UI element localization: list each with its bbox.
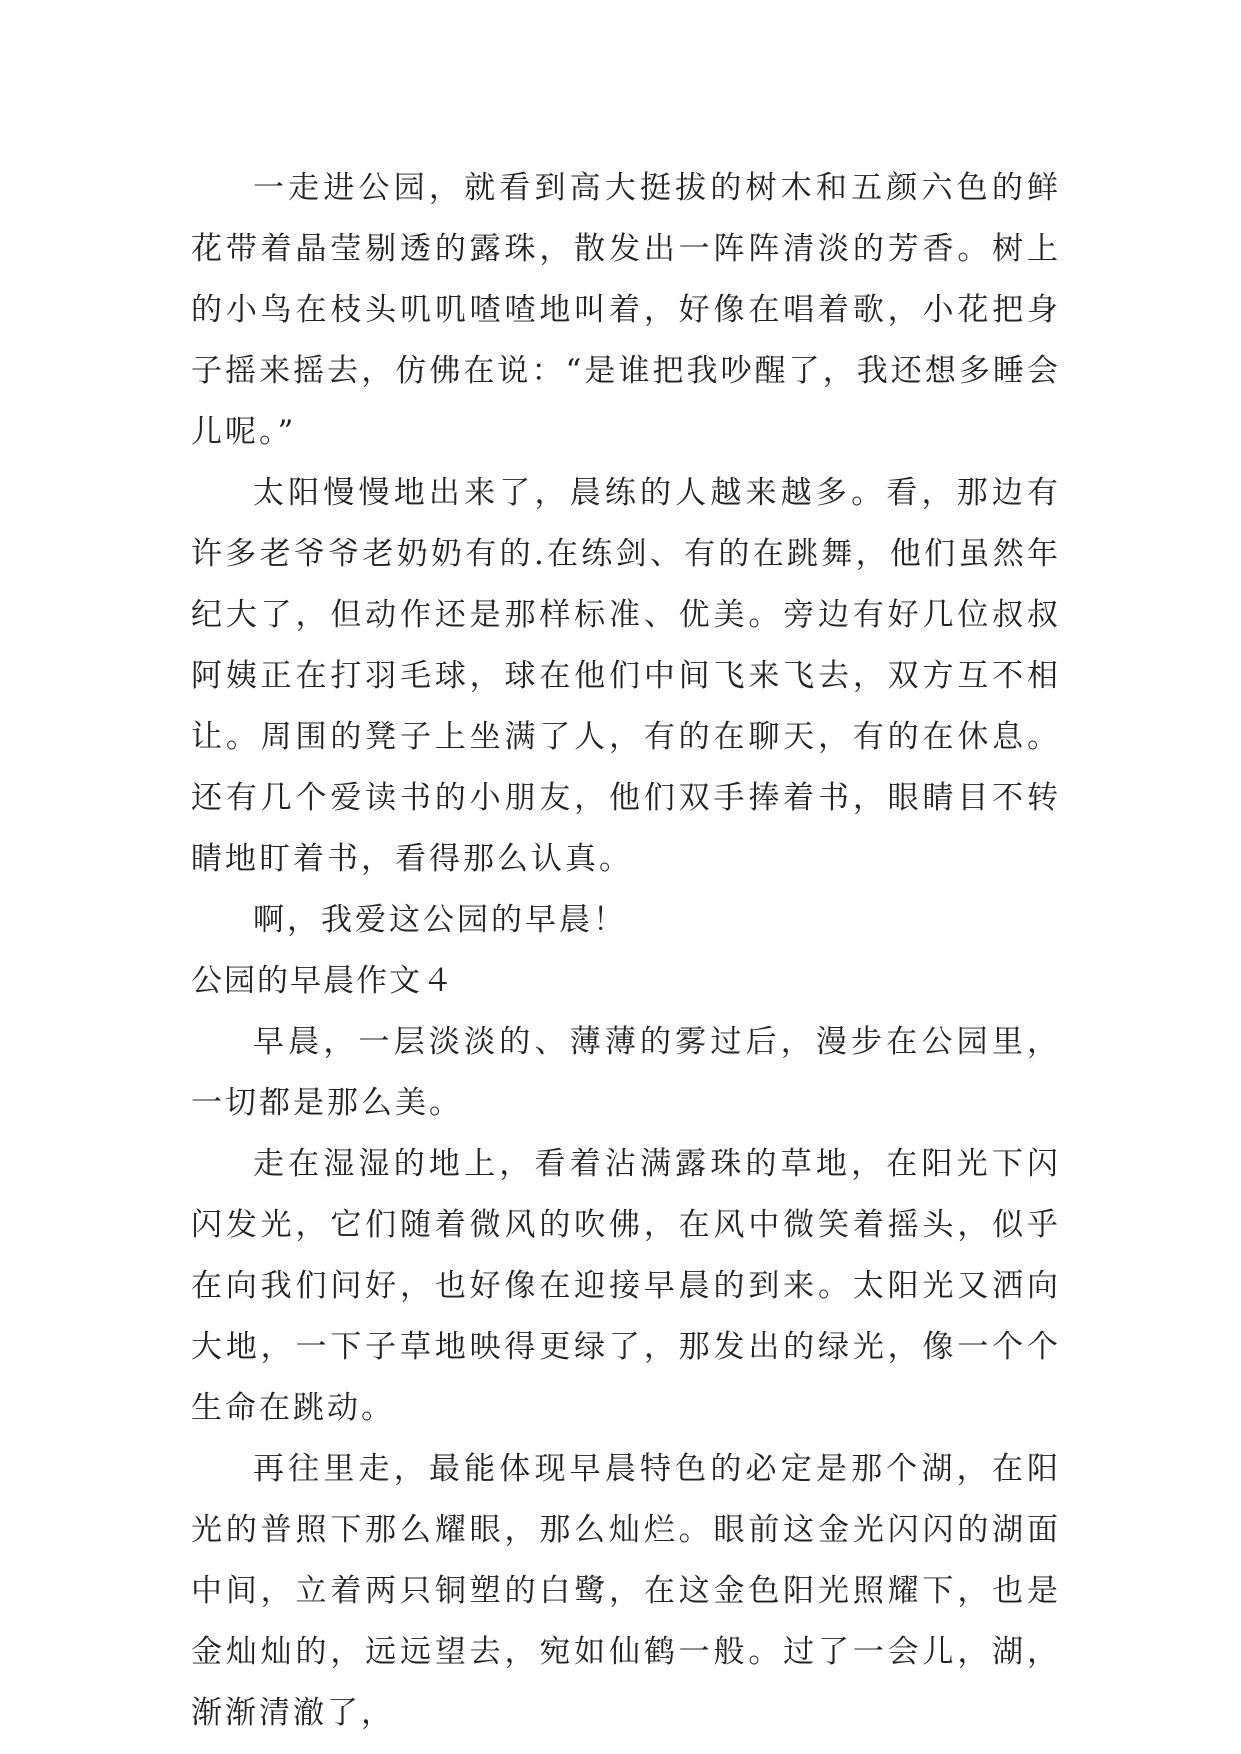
paragraph-3: 啊，我爱这公园的早晨！ [253, 902, 627, 938]
section-heading: 公园的早晨作文４ [191, 963, 455, 999]
paragraph-5: 走在湿湿的地上，看着沾满露珠的草地，在阳光下闪闪发光，它们随着微风的吹佛，在风中微笑着摇头，似乎在向我们问好，也好像在迎接早晨的到来。太阳光又洒向大地，一下子草地映得更绿了，那发出的绿光，像一个个生命在跳动。 [191, 1146, 1061, 1426]
paragraph-4: 早晨，一层淡淡的、薄薄的雾过后，漫步在公园里，一切都是那么美。 [191, 1024, 1061, 1121]
paragraph-2: 太阳慢慢地出来了，晨练的人越来越多。看，那边有许多老爷爷老奶奶有的.在练剑、有的在跳舞，他们虽然年纪大了，但动作还是那样标准、优美。旁边有好几位叔叔阿姨正在打羽毛球，球在他们中间飞来飞去，双方互不相让。周围的凳子上坐满了人，有的在聊天，有的在休息。还有几个爱读书的小朋友，他们双手捧着书，眼睛目不转睛地盯着书，看得那么认真。 [191, 475, 1061, 877]
paragraph-1: 一走进公园，就看到高大挺拔的树木和五颜六色的鲜花带着晶莹剔透的露珠，散发出一阵阵清淡的芳香。树上的小鸟在枝头叽叽喳喳地叫着，好像在唱着歌，小花把身子摇来摇去，仿佛在说：“是谁把我吵醒了，我还想多睡会儿呢。” [191, 170, 1061, 450]
paragraph-6: 再往里走，最能体现早晨特色的必定是那个湖，在阳光的普照下那么耀眼，那么灿烂。眼前这金光闪闪的湖面中间，立着两只铜塑的白鹭，在这金色阳光照耀下，也是金灿灿的，远远望去，宛如仙鹤一般。过了一会儿，湖，渐渐清澈了， [191, 1451, 1061, 1731]
document-body [191, 158, 1061, 1744]
